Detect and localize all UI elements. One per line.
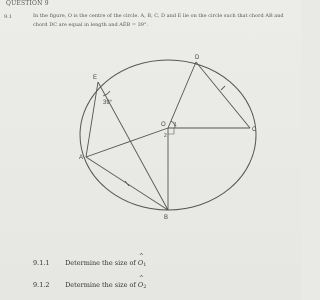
sub-question-2-subscript: 2 [143,284,147,290]
label-D: D [195,55,200,61]
label-B: B [164,215,169,221]
question-number: 9.1 [4,14,12,20]
equal-chord-tick-AB [125,181,129,186]
label-O: O [161,122,166,128]
line-EA [86,82,98,157]
question-heading: QUESTION 9 [6,0,49,7]
sub-question-1-number: 9.1.1 [33,259,50,267]
sub-question-1-text: Determine the size of [65,259,138,267]
line-OD [168,62,196,128]
sub-question-2 [33,281,146,290]
line-AO [86,128,168,157]
label-A: A [79,155,84,161]
question-text: In the figure, O is the centre of the circle. A, B, C, D and E lie on the circle such that chord AB and chord DC are equal in length and AÊB = 39°. [33,13,284,28]
label-E: E [93,75,98,81]
sub-question-2-number: 9.1.2 [33,281,50,289]
sub-question-1-subscript: 1 [143,262,147,268]
sub-question-1 [33,259,146,268]
label-C: C [252,127,257,133]
angle-value-39: 39° [103,100,113,106]
equal-chord-tick-DC [221,86,225,90]
sub-question-2-text: Determine the size of [65,281,138,289]
sub-question-1-symbol: ^ O [138,259,143,267]
angle-label-1: 1 [174,122,177,128]
right-angle-mark [168,128,174,134]
sub-question-2-symbol: ^ O [138,281,143,289]
angle-label-2: 2 [164,133,167,139]
